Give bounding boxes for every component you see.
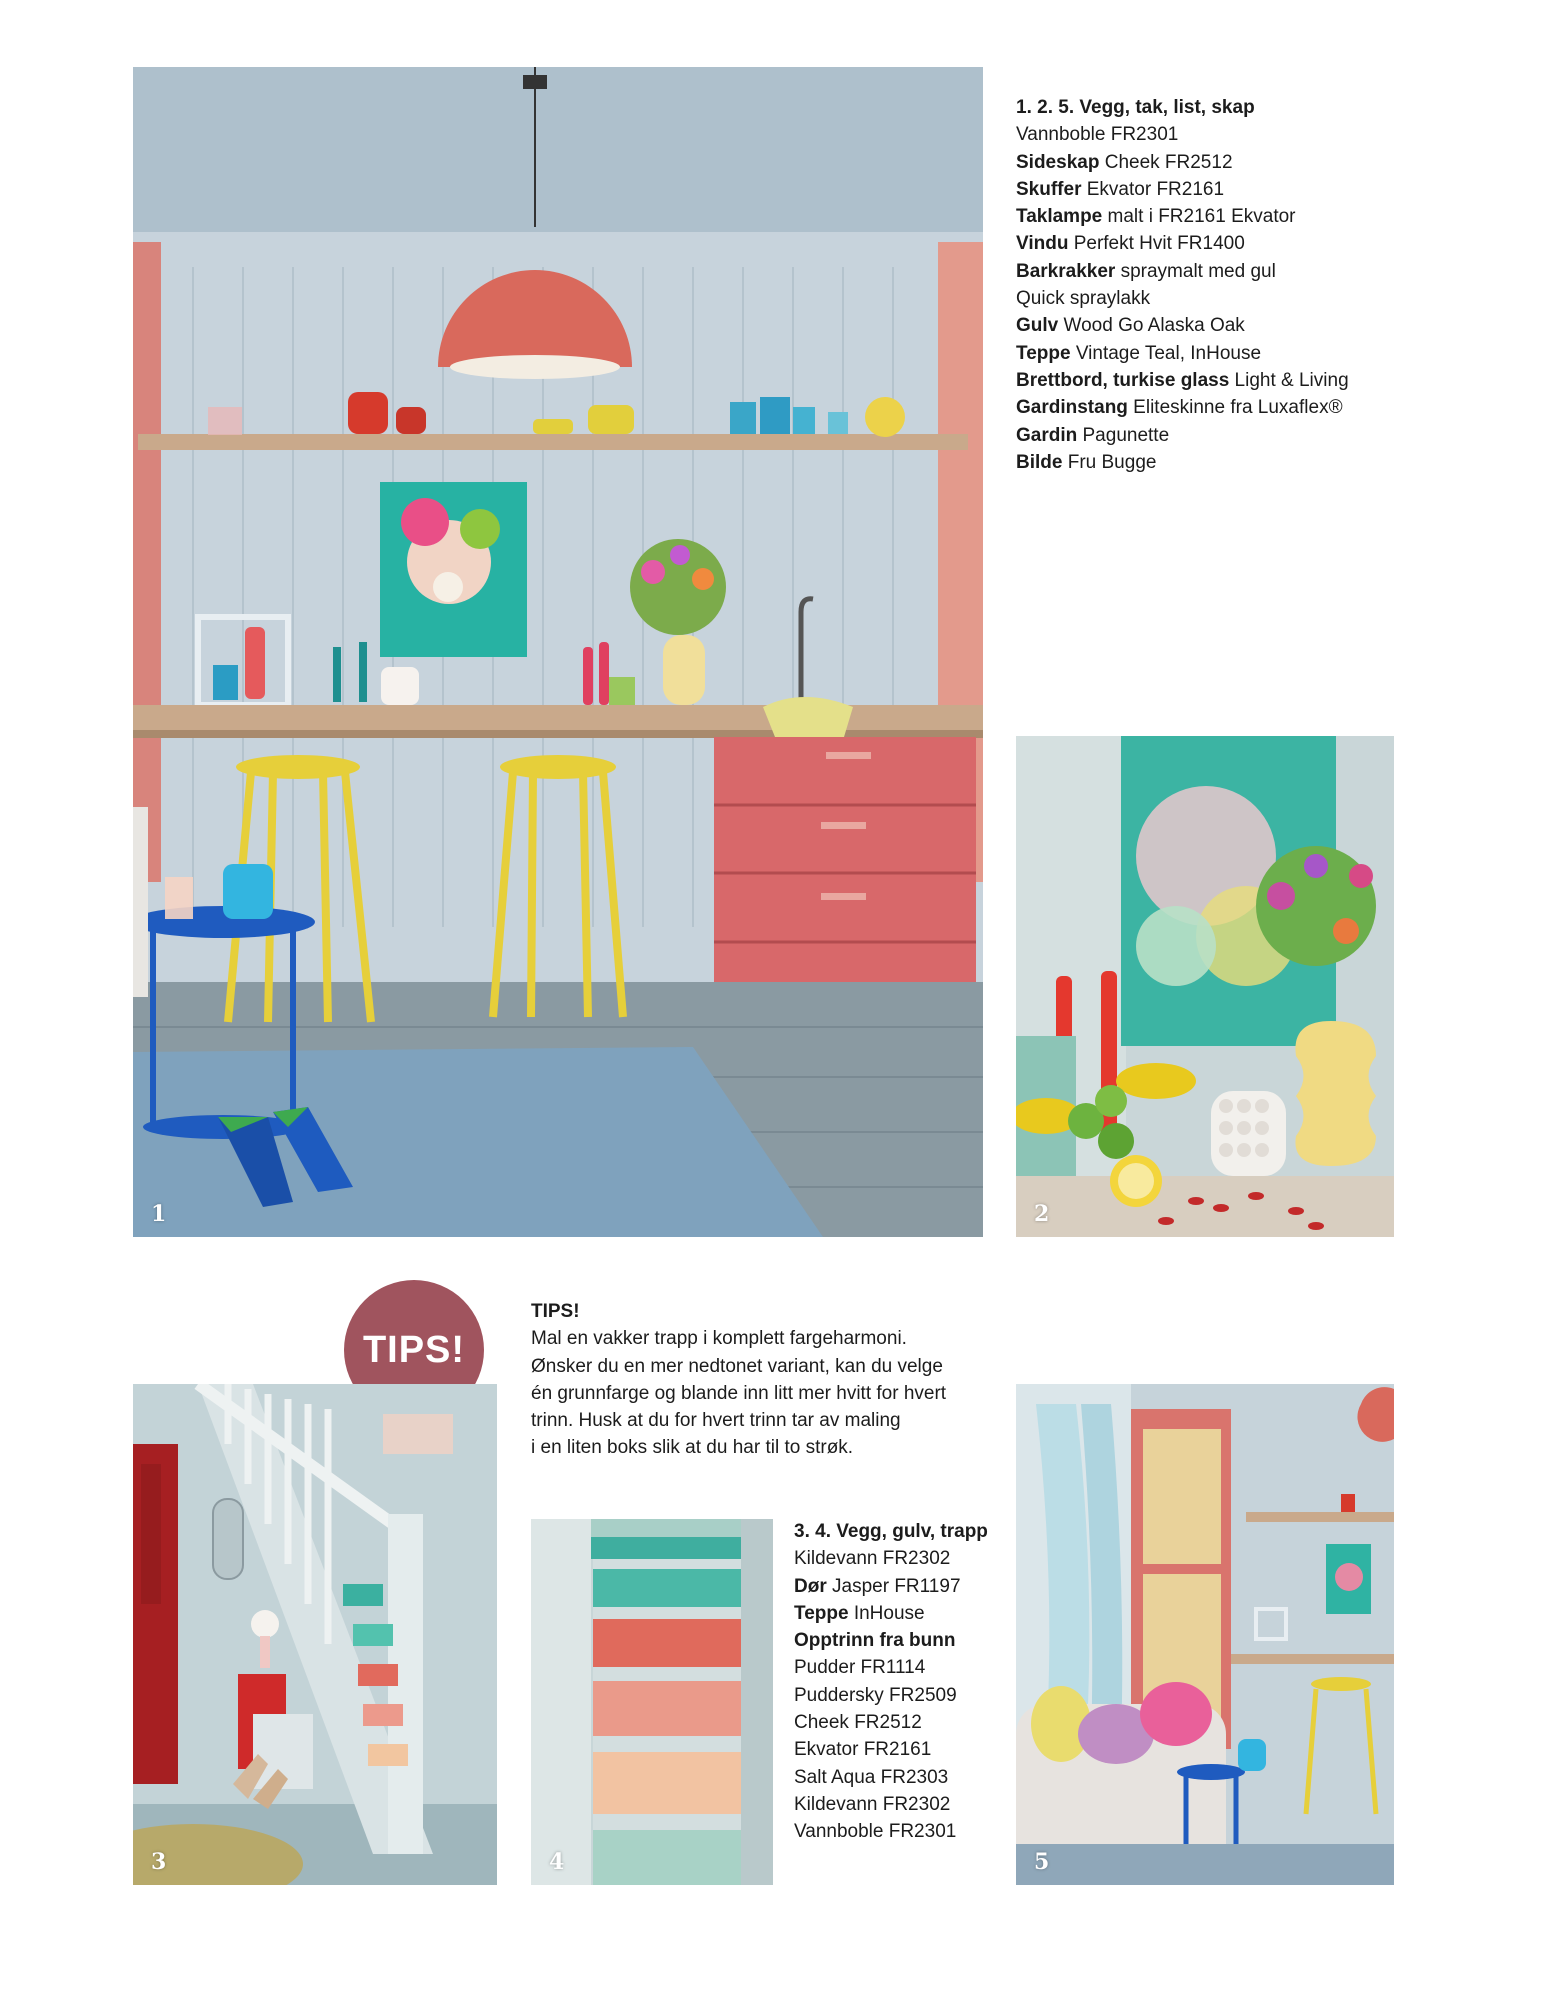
kitchen-illustration <box>133 67 983 1237</box>
spec-line <box>794 1791 1014 1818</box>
spec-label: Opptrinn fra bunn <box>794 1630 956 1652</box>
tips-line: trinn. Husk at du for hvert trinn tar av maling <box>531 1410 901 1432</box>
photo-number-2: 2 <box>1034 1201 1050 1227</box>
spec-line <box>1016 121 1446 148</box>
photo-number-3: 3 <box>151 1849 167 1875</box>
spec-value: Wood Go Alaska Oak <box>1058 315 1245 337</box>
spec-line <box>1016 394 1446 421</box>
spec-line <box>1016 312 1446 339</box>
spec-line <box>794 1764 1014 1791</box>
spec-value: InHouse <box>848 1602 925 1624</box>
spec-line <box>794 1736 1014 1763</box>
spec-line <box>794 1627 1014 1654</box>
photo-number-4: 4 <box>549 1849 565 1875</box>
spec-line <box>794 1818 1014 1845</box>
photo-number-5: 5 <box>1034 1849 1050 1875</box>
photo-4-stair-risers <box>531 1519 773 1885</box>
photo-number-1: 1 <box>151 1201 167 1227</box>
still-life-illustration <box>1016 736 1394 1237</box>
spec-label: Brettbord, turkise glass <box>1016 369 1230 391</box>
spec-line <box>1016 94 1446 121</box>
spec-label: Teppe <box>1016 342 1071 364</box>
stair-risers-illustration <box>531 1519 773 1885</box>
spec-value: Vannboble FR2301 <box>794 1821 957 1843</box>
spec-line <box>1016 422 1446 449</box>
spec-value: Pudder FR1114 <box>794 1657 926 1679</box>
tips-badge: TIPS! <box>344 1280 484 1420</box>
spec-value: Kildevann FR2302 <box>794 1793 951 1815</box>
spec-line <box>1016 367 1446 394</box>
staircase-hall-illustration <box>133 1384 497 1885</box>
spec-line <box>794 1545 1014 1572</box>
spec-value: Pagunette <box>1077 424 1170 446</box>
spec-value: Salt Aqua FR2303 <box>794 1766 949 1788</box>
spec-value: Fru Bugge <box>1062 451 1157 473</box>
spec-line <box>794 1600 1014 1627</box>
spec-label: Barkrakker <box>1016 260 1116 282</box>
spec-value: spraymalt med gul <box>1115 260 1276 282</box>
spec-label: Skuffer <box>1016 178 1082 200</box>
spec-value: Puddersky FR2509 <box>794 1684 957 1706</box>
tips-line: én grunnfarge og blande inn litt mer hvitt for hvert <box>531 1382 947 1404</box>
spec-line <box>1016 203 1446 230</box>
spec-value: Eliteskinne fra Luxaflex® <box>1127 397 1343 419</box>
photo-3-staircase-hall <box>133 1384 497 1885</box>
spec-value: Vannboble FR2301 <box>1016 124 1179 146</box>
spec-line <box>1016 258 1446 285</box>
spec-value: Ekvator FR2161 <box>794 1739 932 1761</box>
spec-line <box>1016 285 1446 312</box>
spec-label: Vindu <box>1016 233 1069 255</box>
spec-label: Gardin <box>1016 424 1078 446</box>
spec-value: Cheek FR2512 <box>1099 151 1233 173</box>
tips-line: Mal en vakker trapp i komplett fargeharmoni. <box>531 1328 907 1350</box>
spec-line <box>794 1518 1014 1545</box>
spec-value: malt i FR2161 Ekvator <box>1102 206 1296 228</box>
spec-line <box>794 1654 1014 1681</box>
spec-value: Cheek FR2512 <box>794 1712 922 1734</box>
spec-label: Taklampe <box>1016 206 1103 228</box>
spec-value: Perfekt Hvit FR1400 <box>1068 233 1245 255</box>
spec-value: Kildevann FR2302 <box>794 1548 951 1570</box>
spec-value: Ekvator FR2161 <box>1081 178 1225 200</box>
spec-list-3-4 <box>794 1518 1014 1846</box>
spec-value: Jasper FR1197 <box>826 1575 961 1597</box>
photo-2-still-life <box>1016 736 1394 1237</box>
spec-list-1-2-5 <box>1016 94 1446 476</box>
spec-line <box>1016 176 1446 203</box>
spec-label: 1. 2. 5. Vegg, tak, list, skap <box>1016 97 1255 118</box>
spec-line <box>1016 149 1446 176</box>
living-corner-illustration <box>1016 1384 1394 1885</box>
tips-line: i en liten boks slik at du har til to strøk. <box>531 1437 854 1459</box>
spec-line <box>794 1709 1014 1736</box>
spec-value: Quick spraylakk <box>1016 288 1151 310</box>
spec-label: 3. 4. Vegg, gulv, trapp <box>794 1521 988 1542</box>
spec-value: Light & Living <box>1229 369 1349 391</box>
spec-line <box>1016 230 1446 257</box>
spec-line <box>794 1682 1014 1709</box>
spec-label: Gulv <box>1016 315 1059 337</box>
spec-label: Gardinstang <box>1016 397 1128 419</box>
spec-label: Teppe <box>794 1602 849 1624</box>
spec-line <box>1016 340 1446 367</box>
tips-heading: TIPS! <box>531 1301 580 1322</box>
spec-label: Bilde <box>1016 451 1063 473</box>
spec-value: Vintage Teal, InHouse <box>1070 342 1262 364</box>
tips-line: Ønsker du en mer nedtonet variant, kan du velge <box>531 1355 943 1377</box>
photo-1-kitchen <box>133 67 983 1237</box>
tips-text <box>531 1298 1001 1462</box>
spec-label: Dør <box>794 1575 827 1597</box>
photo-5-living-corner <box>1016 1384 1394 1885</box>
spec-line <box>1016 449 1446 476</box>
spec-line <box>794 1573 1014 1600</box>
spec-label: Sideskap <box>1016 151 1100 173</box>
